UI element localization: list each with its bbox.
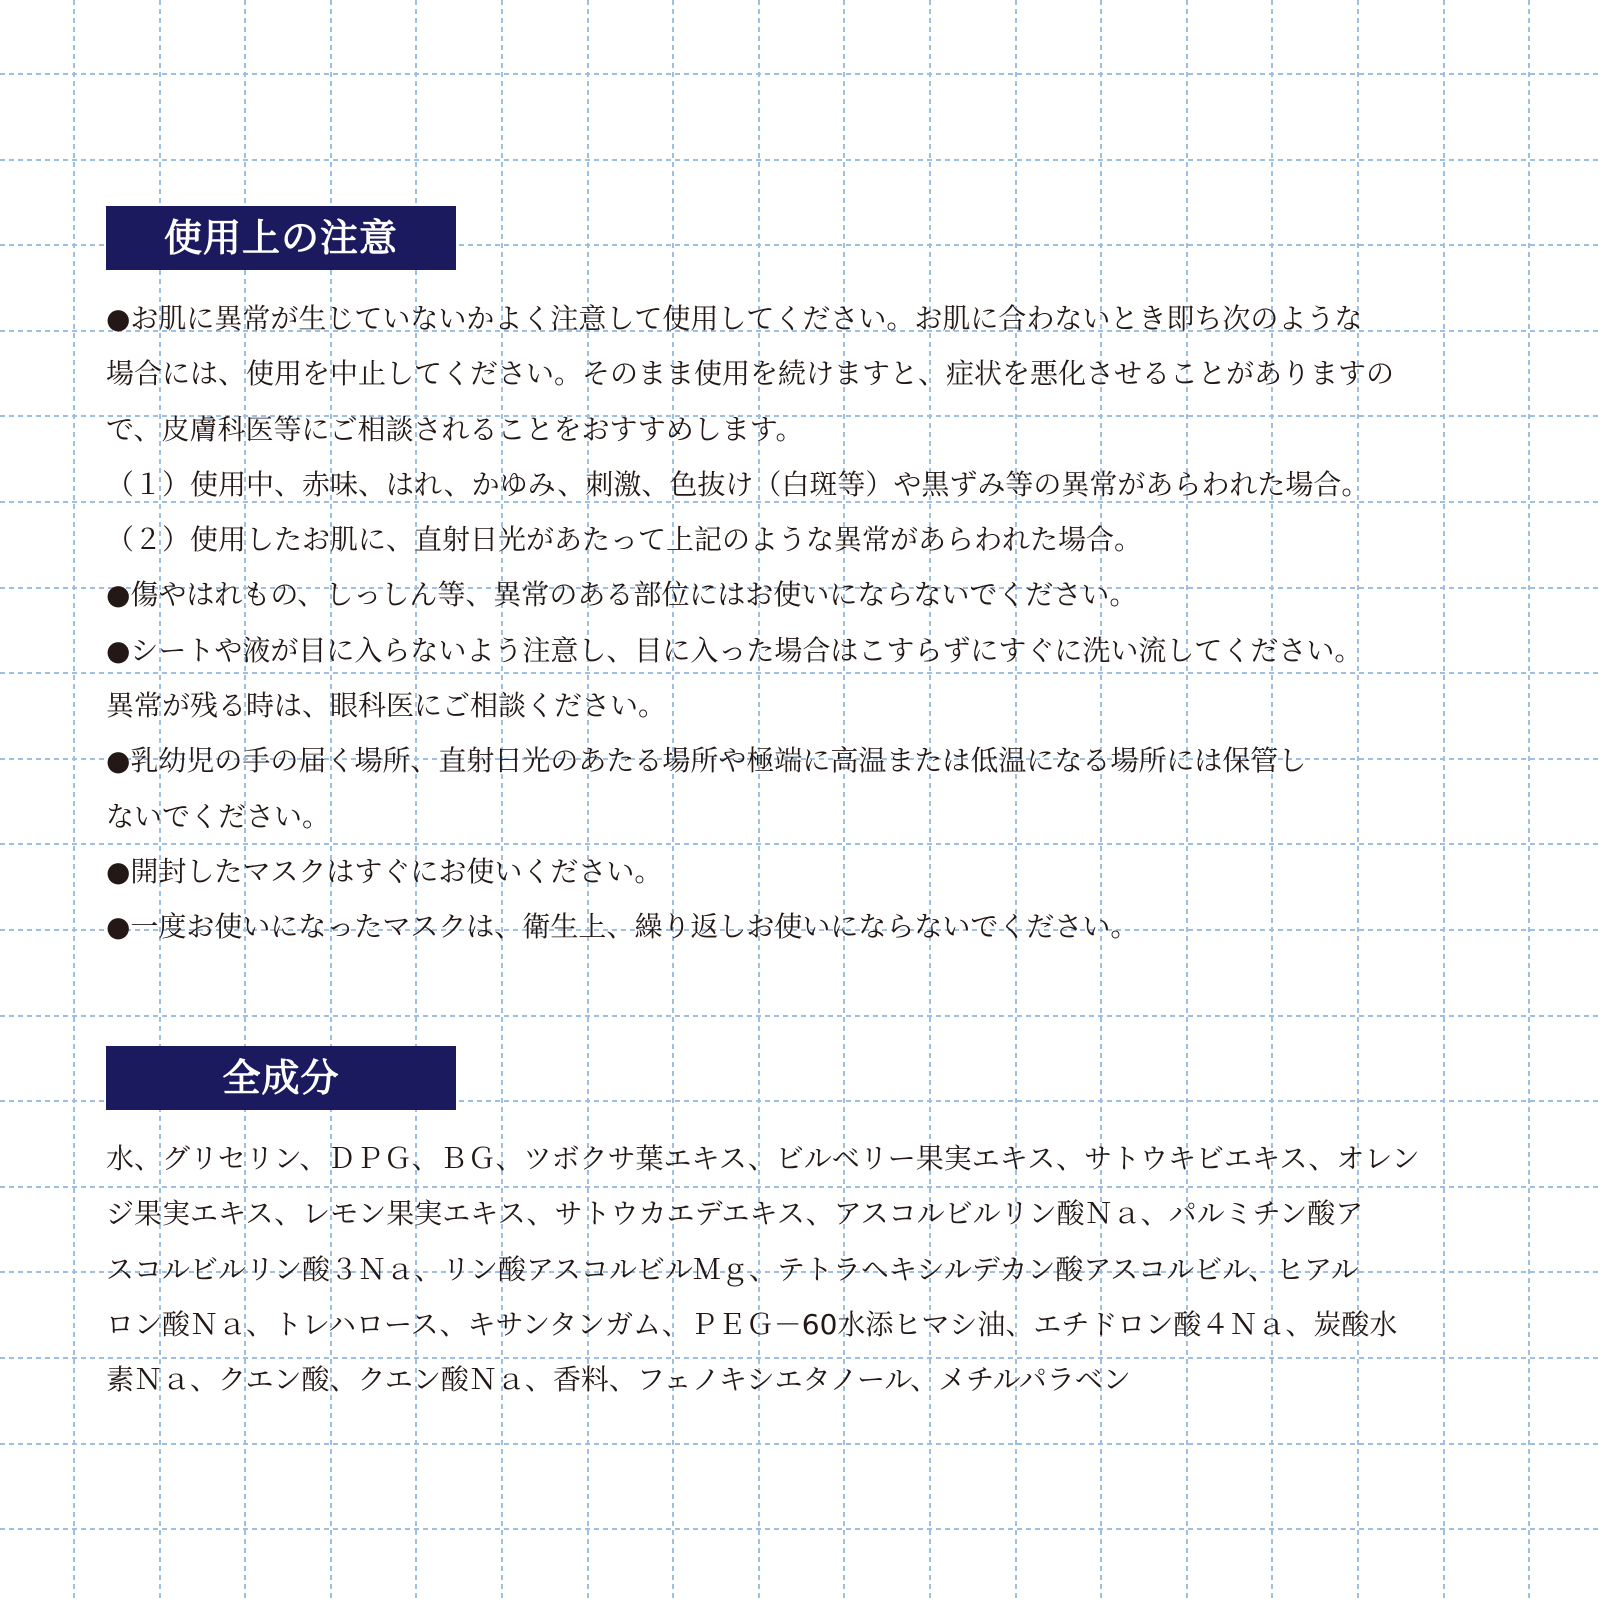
caution-line: ないでください。 <box>106 799 331 833</box>
caution-line: 場合には、使用を中止してください。そのまま使用を続けますと、症状を悪化させることがありますの <box>106 357 1395 391</box>
ingredients-line: 素Ｎａ、クエン酸、クエン酸Ｎａ、香料、フェノキシエタノール、メチルパラベン <box>106 1363 1131 1397</box>
caution-line: ●乳幼児の手の届く場所、直射日光のあたる場所や極端に高温または低温になる場所には保管し <box>106 744 1307 778</box>
caution-line: ●シートや液が目に入らないよう注意し、目に入った場合はこすらずにすぐに洗い流してください。 <box>106 633 1363 667</box>
ingredients-line: スコルビルリン酸３Ｎａ、リン酸アスコルビルＭｇ、テトラヘキシルデカン酸アスコルビル、ヒアル <box>106 1252 1359 1286</box>
caution-line: （２）使用したお肌に、直射日光があたって上記のような異常があらわれた場合。 <box>106 523 1143 557</box>
ingredients-line: 水、グリセリン、ＤＰＧ、ＢＧ、ツボクサ葉エキス、ビルベリー果実エキス、サトウキビエキス、オレン <box>106 1142 1420 1175</box>
ingredients-heading: 全成分 <box>106 1046 456 1110</box>
caution-line: ●一度お使いになったマスクは、衛生上、繰り返しお使いにならないでください。 <box>106 910 1139 944</box>
caution-line: で、皮膚科医等にご相談されることをおすすめします。 <box>106 412 804 446</box>
caution-line: ●傷やはれもの、しっしん等、異常のある部位にはお使いにならないでください。 <box>106 578 1138 612</box>
caution-line: ●お肌に異常が生じていないかよく注意して使用してください。お肌に合わないとき即ち次のような <box>106 302 1363 335</box>
ingredients-line: ジ果実エキス、レモン果実エキス、サトウカエデエキス、アスコルビルリン酸Ｎａ、パルミチン酸ア <box>106 1197 1364 1231</box>
caution-line: ●開封したマスクはすぐにお使いください。 <box>106 854 663 888</box>
caution-heading: 使用上の注意 <box>106 206 456 270</box>
caution-line: 異常が残る時は、眼科医にご相談ください。 <box>106 689 667 723</box>
caution-body <box>106 291 1506 955</box>
caution-line: （１）使用中、赤味、はれ、かゆみ、刺激、色抜け（白斑等）や黒ずみ等の異常があらわれた場合。 <box>106 467 1370 501</box>
ingredients-line: ロン酸Ｎａ、トレハロース、キサンタンガム、ＰＥＧ－60水添ヒマシ油、エチドロン酸４Ｎａ、炭酸水 <box>106 1307 1398 1341</box>
ingredients-body <box>106 1131 1506 1407</box>
